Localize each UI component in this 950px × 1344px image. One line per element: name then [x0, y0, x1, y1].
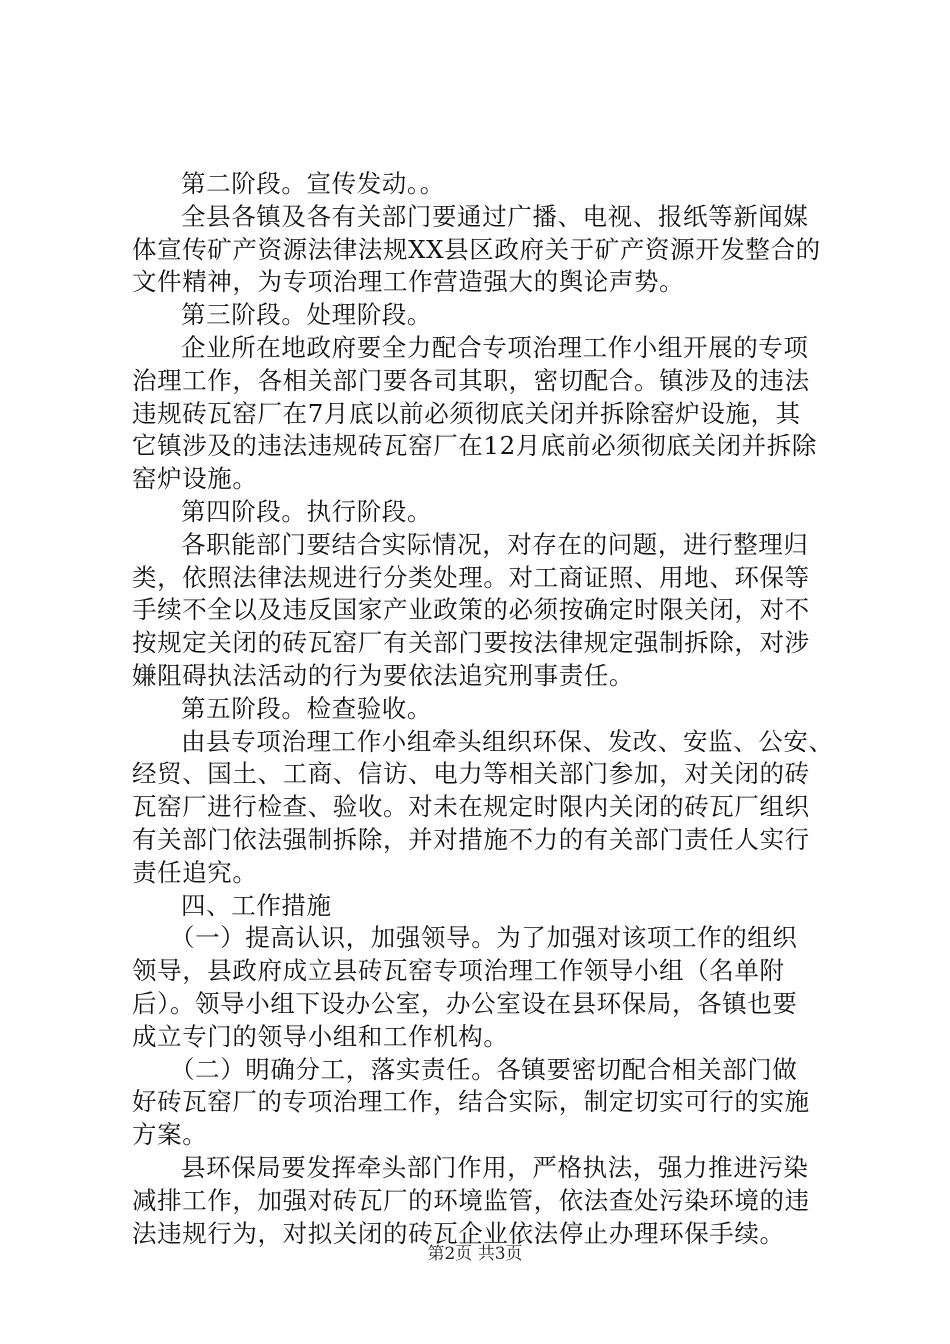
paragraph-line: 它镇涉及的违法违规砖瓦窑厂在12月底前必须彻底关闭并拆除 [132, 431, 817, 461]
paragraph-line: 领导，县政府成立县砖瓦窑专项治理工作领导小组（名单附 [132, 956, 785, 986]
section-heading-measures: 四、工作措施 [181, 890, 332, 920]
paragraph-line: （一）提高认识，加强领导。为了加强对该项工作的组织 [170, 923, 798, 953]
paragraph-line: 治理工作，各相关部门要各司其职，密切配合。镇涉及的违法 [132, 365, 810, 395]
paragraph-line: 按规定关闭的砖瓦窑厂有关部门要按法律规定强制拆除，对涉 [132, 628, 810, 658]
paragraph-line: 法违规行为，对拟关闭的砖瓦企业依法停止办理环保手续。 [132, 1218, 785, 1248]
document-body [132, 168, 837, 1250]
paragraph-line: 窑炉设施。 [132, 464, 258, 494]
paragraph-line: 全县各镇及各有关部门要通过广播、电视、报纸等新闻媒 [181, 201, 809, 231]
paragraph-line: 后）。领导小组下设办公室，办公室设在县环保局，各镇也要 [132, 988, 798, 1018]
paragraph-line: 手续不全以及违反国家产业政策的必须按确定时限关闭，对不 [132, 595, 810, 625]
section-heading-stage-3: 第三阶段。处理阶段。 [181, 300, 432, 330]
paragraph-line: 体宣传矿产资源法律法规XX县区政府关于矿产资源开发整合的 [132, 234, 821, 264]
paragraph-line: 责任追究。 [132, 857, 258, 887]
section-heading-stage-2: 第二阶段。宣传发动。。 [181, 169, 445, 198]
paragraph-line: 经贸、国土、工商、信访、电力等相关部门参加，对关闭的砖 [132, 759, 810, 789]
paragraph-line: 类，依照法律法规进行分类处理。对工商证照、用地、环保等 [132, 562, 810, 592]
paragraph-line: 嫌阻碍执法活动的行为要依法追究刑事责任。 [132, 660, 634, 690]
paragraph-line: 各职能部门要结合实际情况，对存在的问题，进行整理归 [181, 529, 809, 559]
paragraph-line: （二）明确分工，落实责任。各镇要密切配合相关部门做 [170, 1054, 798, 1084]
paragraph-line: 企业所在地政府要全力配合专项治理工作小组开展的专项 [181, 332, 809, 362]
section-heading-stage-4: 第四阶段。执行阶段。 [181, 496, 432, 526]
page-number-footer: 第2页 共3页 [427, 1244, 523, 1264]
paragraph-line: 减排工作，加强对砖瓦厂的环境监管，依法查处污染环境的违 [132, 1185, 810, 1215]
section-heading-stage-5: 第五阶段。检查验收。 [181, 693, 432, 723]
paragraph-line: 好砖瓦窑厂的专项治理工作，结合实际，制定切实可行的实施 [132, 1087, 810, 1117]
paragraph-line: 文件精神，为专项治理工作营造强大的舆论声势。 [132, 267, 685, 297]
paragraph-line: 方案。 [132, 1120, 208, 1150]
paragraph-line: 瓦窑厂进行检查、验收。对未在规定时限内关闭的砖瓦厂组织 [132, 792, 810, 822]
paragraph-line: 由县专项治理工作小组牵头组织环保、发改、安监、公安、 [181, 726, 834, 756]
paragraph-line: 有关部门依法强制拆除，并对措施不力的有关部门责任人实行 [132, 824, 810, 854]
paragraph-line: 县环保局要发挥牵头部门作用，严格执法，强力推进污染 [181, 1152, 809, 1182]
paragraph-line: 成立专门的领导小组和工作机构。 [132, 1021, 509, 1051]
paragraph-line: 违规砖瓦窑厂在7月底以前必须彻底关闭并拆除窑炉设施，其 [132, 398, 801, 428]
